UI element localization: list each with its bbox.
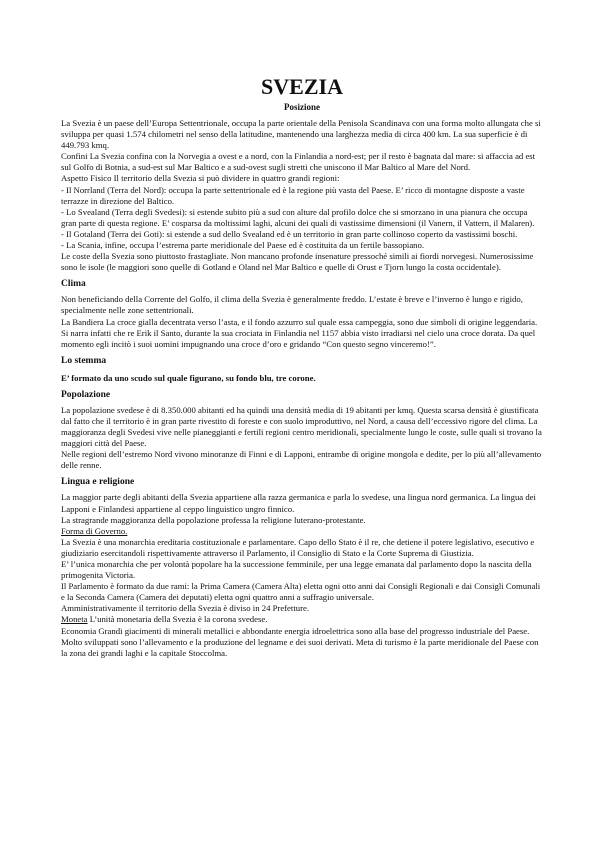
forma-governo-label: Forma di Governo. xyxy=(61,525,128,536)
section-heading-stemma: Lo stemma xyxy=(61,355,107,366)
moneta-text: L’unità monetaria della Svezia è la corona svedese. xyxy=(87,614,268,625)
paragraph: - La Scania, infine, occupa l’estrema parte meridionale del Paese ed è costituita da un fertile bassopiano. xyxy=(61,240,425,251)
paragraph: E’ l’unica monarchia che per volontà popolare ha la successione femminile, per una legge emanata dal parlamento dopo la nascita della primogenita Victoria. xyxy=(61,559,532,581)
stemma-text: E’ formato da uno scudo sul quale figurano, su fondo blu, tre corone. xyxy=(61,372,316,383)
paragraph: La maggior parte degli abitanti della Svezia appartiene alla razza germanica e parla lo svedese, una lingua nord germanica. La lingua dei Lapponi e Finlandesi appartiene al ceppo linguistico ungro finnico. xyxy=(61,492,536,514)
section-heading-popolazione: Popolazione xyxy=(61,389,111,400)
paragraph: Nelle regioni dell’estremo Nord vivono minoranze di Finni e di Lapponi, entrambe di origine mongola e dedite, per lo più all’allevamento delle renne. xyxy=(61,449,542,471)
paragraph: - Lo Svealand (Terra degli Svedesi): si estende subito più a sud con alture dal profilo dolce che si smorzano in una pianura che occupa gran parte di questa regione. E’ cosparsa da moltissimi laghi, alcuni dei quali di vastissime dimensioni (il Vanern, il Vattern, il Malaren). xyxy=(61,206,535,228)
paragraph: Il Parlamento è formato da due rami: la Prima Camera (Camera Alta) eletta ogni otto anni dai Consigli Regionali e dai Consigli Comunali e la Seconda Camera (Camera dei deputati) eletta ogni quattro anni a suffragio universale. xyxy=(61,581,541,603)
paragraph: Aspetto Fisico Il territorio della Svezia si può dividere in quattro grandi regioni: xyxy=(61,173,340,184)
paragraph: La Svezia è un paese dell’Europa Settentrionale, occupa la parte orientale della Penisola Scandinava con una forma molto allungata che si sviluppa per quasi 1.574 chilometri nel senso della latitudine, mantenendo una larghezza media di circa 400 km. La sua superficie è di 449.793 kmq. xyxy=(61,118,541,151)
paragraph: - Il Norrland (Terra del Nord): occupa la parte settentrionale ed è la regione più vasta del Paese. E’ ricco di montagne disposte a vaste terrazze in direzione del Baltico. xyxy=(61,184,525,206)
moneta-label: Moneta xyxy=(61,614,88,625)
paragraph: La Bandiera La croce gialla decentrata verso l’asta, e il fondo azzurro sul quale essa campeggia, sono due simboli di origine leggendaria. Si narra infatti che re Erik il Santo, durante la sua crociata in Finlandia nel 1157 abbia visto irradiarsi nel cielo una croce dorata. Da quel momento egli incitò i suoi uomini impugnando una croce d’oro e gridando “Con questo segno vinceremo!”. xyxy=(61,316,538,349)
section-heading-clima: Clima xyxy=(61,279,86,290)
paragraph: La stragrande maggioranza della popolazione professa la religione luterano-protestante. xyxy=(61,514,366,525)
paragraph: La popolazione svedese è di 8.350.000 abitanti ed ha quindi una densità media di 19 abitanti per kmq. Questa scarsa densità è giustificata dal fatto che il territorio è in gran parte rivestito di foreste e con suolo improduttivo, nel Nord, a causa dell’eccessivo rigore del clima. La maggioranza degli Svedesi vive nelle pianeggianti e fertili regioni centro meridionali, specialmente lungo le coste, sulle quali si trovano la maggiori città del Paese. xyxy=(61,404,542,449)
section-heading-lingua: Lingua e religione xyxy=(61,477,135,488)
paragraph: Le coste della Svezia sono piuttosto frastagliate. Non mancano profonde insenature pressoché simili ai fiordi norvegesi. Numerosissime sono le isole (le maggiori sono quelle di Gotland e Oland nel Mar Baltico e quelle di Orust e Tjorn lungo la costa occidentale). xyxy=(61,251,534,273)
paragraph: Amministrativamente il territorio della Svezia è diviso in 24 Prefetture. xyxy=(61,603,310,614)
subtitle-posizione: Posizione xyxy=(284,102,320,112)
moneta-paragraph xyxy=(61,614,543,625)
page-title: SVEZIA xyxy=(261,74,343,99)
paragraph: Non beneficiando della Corrente del Golfo, il clima della Svezia è generalmente freddo. L’estate è breve e l’inverno è lungo e rigido, specialmente nelle zone settentrionali. xyxy=(61,294,523,316)
document-page xyxy=(61,74,543,659)
paragraph: Economia Grandi giacimenti di minerali metallici e abbondante energia idroelettrica sono alla base del progresso industriale del Paese. Molto sviluppati sono l’allevamento e la produzione del legname e dei suoi derivati. Meta di turismo è la parte meridionale del Paese con la zona dei grandi laghi e la capitale Stoccolma. xyxy=(61,625,539,658)
paragraph: La Svezia è una monarchia ereditaria costituzionale e parlamentare. Capo dello Stato è il re, che detiene il potere legislativo, esecutivo e giudiziario esercitandoli rispettivamente attraverso il Parlamento, il Consiglio di Stato e la Corte Suprema di Giustizia. xyxy=(61,536,535,558)
paragraph: Confini La Svezia confina con la Norvegia a ovest e a nord, con la Finlandia a nord-est; per il resto è bagnata dal mare: si affaccia ad est sul Golfo di Botnia, a sud-est sul Mar Baltico e a sud-ovest sugli stretti che uniscono il Mar Baltico al Mare del Nord. xyxy=(61,151,536,173)
paragraph: - Il Gotaland (Terra dei Goti): si estende a sud dello Svealand ed è un territorio in gran parte collinoso coperto da vastissimi boschi. xyxy=(61,228,518,239)
